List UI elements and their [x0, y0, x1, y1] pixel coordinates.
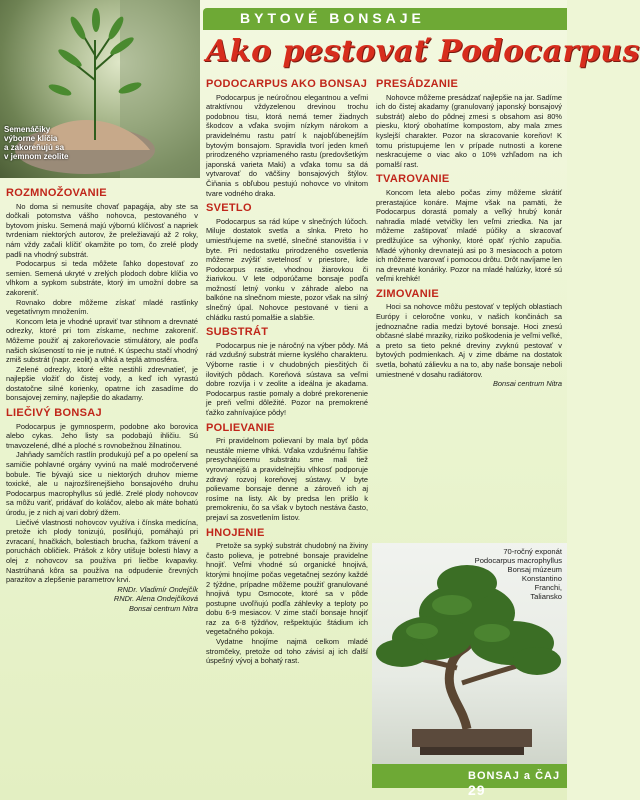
- heading-podocarpus-ako-bonsaj: PODOCARPUS AKO BONSAJ: [206, 78, 368, 90]
- page-number: 29: [468, 782, 486, 798]
- paragraph: Podocarpus sa rád kúpe v slnečných lúčoch. Miluje dostatok svetla a slnka. Preto ho umiestňujeme na svetlé, slnečné stanovištia i v byte. Pri nedostatku prirodzeného osvetlenia môžeme zvýšiť svetelnosť v priestore, kde Podocarpus rastie, vhodnou žiarovkou či žiarivkou. V lete odporúčame bonsaje podľa možností letný vonku v záhrade alebo na balkóne na slnečnom mieste, pozor však na silný slnečný úpal. Nohovce pestované v tieni a chládku rastú pomalšie a slabšie.: [206, 216, 368, 322]
- caption-line: v jemnom zeolite: [4, 152, 69, 161]
- heading-rozmnozovanie: ROZMNOŽOVANIE: [6, 187, 107, 199]
- article-title: Ako pestovať Podocarpus: [206, 34, 640, 69]
- caption-line: Franchi,: [534, 583, 562, 592]
- seedlings-caption: [4, 125, 68, 161]
- bonsai-caption: [464, 547, 562, 601]
- paragraph: Hoci sa nohovce môžu pestovať v teplých oblastiach Európy i celoročne vonku, v našich končinách sa jednoznačne radia medzi bytové bonsaje. Hoci znesú občasné slabé mraziky, riziko poškodenia je veľmi veľké, a preto sa tieto pekné dreviny zvyknú pestovať v bytových podmienkach. Aj v zime dbáme na dostatok svetla, bohatú zálievku a na to, aby naše bonsaje neboli umiestnené v dosahu radiátorov.: [376, 302, 562, 379]
- paragraph: Podocarpus je gymnosperm, podobne ako borovica alebo cykas. Jeho listy sa podobajú ihličiu. Sú tmavozelené, dlhé a ploché s rovnobežnou žilnatinou.: [6, 421, 198, 450]
- paragraph: Koncom leta alebo počas zimy môžeme skrátiť prerastajúce konáre. Majme však na pamäti, že Podocarpus dorastá pomaly a veľký hrubý konár nahradia mladé vetvičky len veľmi zriedka. Na jar môžeme zaštipovať mladé púčiky a skracovať predlžujúce sa výhonky, ktoré opäť rýchlo zapučia. Mladé výhonky drevnatejú asi po 3 mesiacoch a potom ich môžeme tvarovať i pomocou drôtu. Drôt navíjame len na drevnaté konáriky. Pozor na mladé halúzky, ktoré sú veľmi krehké!: [376, 187, 562, 284]
- heading-tvarovanie: TVAROVANIE: [376, 173, 450, 186]
- paragraph: Pretože sa sypký substrát chudobný na živiny často polieva, je potrebné bonsaje pravidelne hnojiť. Veľmi vhodné sú organické hnojivá, ktorými hnojíme počas vegetačnej sezóny každé 2 týždne, prípadne môžeme použiť granulované hnojivá typu Osmocote, ktoré sa v pôde postupne uvoľňujú podľa záhlevky a teploty po dobu 6-9 mesiacov. V zime stačí bonsaje hnojiť raz za 6-8 týždňov, rešpektujúc štádium ich vegetačného pokoja.: [206, 541, 368, 637]
- caption-line: Semenáčiky: [4, 125, 51, 134]
- column-2: [206, 80, 368, 666]
- paragraph: No doma si nemusíte chovať papagája, aby ste sa dočkali potomstva vášho nohovca, pestovaného v bytovom jnisku. Semená majú výbornú klíčivosť a napriek tvrdeniam niektorých autorov, že preležiavajú až 2 roky, nám vždy začali klíčiť okamžite po tom, čo zrelé plody padli na vhodný substrát.: [6, 201, 198, 259]
- caption-line: a zakoreňujú sa: [4, 143, 65, 152]
- heading-liecivy-bonsaj: LIEČIVÝ BONSAJ: [6, 407, 102, 420]
- paragraph: Rovnako dobre môžeme získať mladé rastlinky vegetatívnym množením.: [6, 297, 198, 317]
- caption-line: výborne klíčia: [4, 134, 58, 143]
- paragraph: Podocarpus si teda môžete ľahko dopestovať zo semien. Semená ukryté v zrelých plodoch dobre klíčia vo vlhkom a sypkom substráte, ktorý im umožní dobre sa zakoreniť.: [6, 259, 198, 297]
- heading-zimovanie: ZIMOVANIE: [376, 287, 439, 300]
- caption-line: Bonsaj múzeum: [507, 565, 562, 574]
- author-affiliation: Bonsai centrum Nitra: [128, 603, 198, 613]
- paragraph: Vydatne hnojíme najmä celkom mladé stromčeky, pretože od toho závisí aj ich ďalší úspešný vývoj a bohatý rast.: [206, 637, 368, 666]
- author-affiliation: Bonsai centrum Nitra: [492, 379, 562, 389]
- heading-presadzanie: PRESÁDZANIE: [376, 78, 459, 90]
- author-signature: RNDr. Alena Ondejčíková: [113, 594, 198, 604]
- caption-line: Konstantino: [521, 574, 562, 583]
- heading-svetlo: SVETLO: [206, 202, 252, 215]
- author-signature: RNDr. Vladimír Ondejčík: [117, 584, 198, 594]
- footer: [468, 770, 567, 798]
- heading-substrat: SUBSTRÁT: [206, 326, 269, 339]
- section-tag: BYTOVÉ BONSAJE: [240, 10, 425, 26]
- paragraph: Nohovce môžeme presádzať najlepšie na jar. Sadíme ich do čistej akadamy (granulovaný japonský bonsajový substrát) alebo do pôdnej zmesi s obsahom asi 80% piesku, ktorý obohatíme kompostom, aby mala zmes kyslejší charakter. Pozor na skracovanie koreňov! K tomu pristupujeme len v prípade nutnosti a korene neskracujeme o viac ako o 10% vzhľadom na ich pomalší rast.: [376, 92, 562, 169]
- magazine-name: BONSAJ a ČAJ: [468, 770, 561, 782]
- caption-line: Podocarpus macrophyllus: [474, 556, 562, 565]
- paragraph: Jahňady samčích rastlín produkujú peľ a po opelení sa samičie pohlavné orgány vyvinú na malé modročervené bobule. Tie bývajú sice u niektorých druhov mierne toxické, ale u najrozšírenejšieho bonsajového druhu Podocarpus macrophyllus sú jedlé. Zrelé plody nohovcov sa môžu variť, pridávať do koláčov, alebo ak máte bohatú úrodu, je z nich aj vari dobrý džem.: [6, 450, 198, 517]
- paragraph: Podocarpus je neúročnou elegantnou a veľmi atraktívnou vždyzelenou drevinou trochu podobnou tisu, ktorá nemá temer žiadnych škodcov a vďaka svojim nízkym nárokom a pravidelnému rastu patrí k najobľúbenejším bytovým bonsajom. Spravidla tvorí jeden kmeň prirodzeného vzpriameného rastu (predovšetkým japonská varieta Maki) a vďaka tomu sa dá vytvarovať do väčšiny bonsajových štýlov. Čiňania s obľubou pestujú nohovce vo vlnitom tvare vodného draka.: [206, 92, 368, 198]
- caption-line: 70-ročný exponát: [503, 547, 562, 556]
- paragraph: Liečivé vlastnosti nohovcov využíva i čínska medicína, pretože ich plody tonizujú, posilňujú, pomáhajú pri zvracaní, hnačkách, bolestiach brucha, ťažkom trávení a poruchách obličiek. Prášok z kôry utišuje bolesti hlavy a olej z nohovcov sa používa pri liečbe kvapavky. Nastrúhaná kôra sa používa na odpudenie črevných parazitov a zlepšenie parametrov krvi.: [6, 517, 198, 585]
- paragraph: Zelené odrezky, ktoré ešte nestihli zdrevnatieť, je najlepšie vložiť do čistej vody, a keď ich vyrastú dostatočne silné korienky, opatrne ich zasadíme do bonsajovej zeminy, najlepšie do akadamy.: [6, 364, 198, 403]
- column-1: [6, 183, 198, 614]
- column-3: [376, 80, 562, 389]
- seedlings-photo: [0, 0, 200, 178]
- heading-hnojenie: HNOJENIE: [206, 526, 265, 539]
- paragraph: Pri pravidelnom polievaní by mala byť pôda neustále mierne vlhká. Vďaka vzdušnému ľahšie presychajúcemu substrátu sme mali tiež vyrovnanejšú a pravidelnejšiu vlhkosť podporuje zdravý rozvoj koreňovej sústavy. V byte polievame bonsaje denne a zároveň ich aj rosíme na listy. Ak by predsa len prišlo k premokreniu, čo sa však v bytoch nestáva často, prejaví sa zosvetlením listov.: [206, 436, 368, 522]
- caption-line: Taliansko: [530, 592, 562, 601]
- paragraph: Podocarpus nie je náročný na výber pôdy. Má rád vzdušný substrát mierne kyslého charakteru. Výborne rastie i v chudobných piesčitých či ilovitých pôdach. Koreňová sústava sa veľmi dobre rozvíja i v zeolite a ideálna je akadama. Podocarpus rastie pomaly a dobré prekorenenie je preň veľmi dôležité. Pozor na premokrené ťažko zahnívajúce pôdy!: [206, 340, 368, 417]
- heading-polievanie: POLIEVANIE: [206, 421, 275, 434]
- paragraph: Koncom leta je vhodné upraviť tvar stihnom a drevnaté odrezky, ktoré pri tom získame, nechme zakoreniť. Môžeme použiť aj zakoreňovacie stimulátory, ale podľa našich skúseností to nie je nutné. K úspechu stačí vhodný zmiš substrát (napr. zeolit) a vlhká a teplá atmosféra.: [6, 316, 198, 365]
